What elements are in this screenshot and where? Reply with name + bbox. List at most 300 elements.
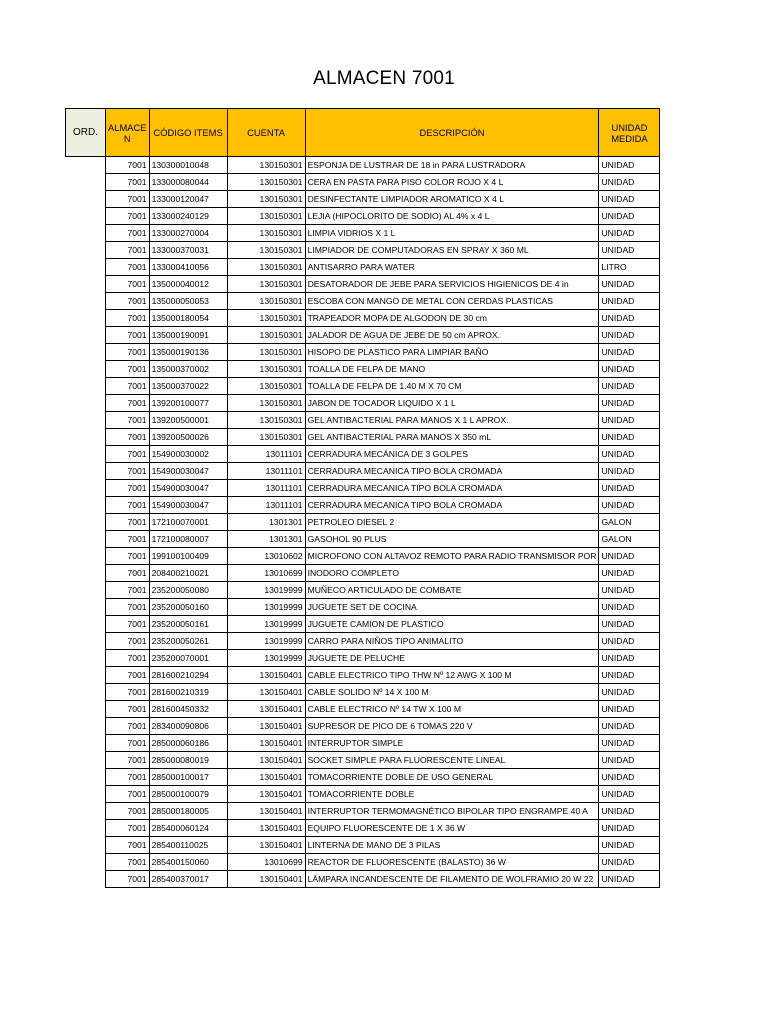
cell-almacen: 7001	[106, 310, 150, 327]
table-row	[66, 497, 660, 514]
cell-cuenta: 130150401	[227, 667, 305, 684]
header-unidad-label: UNIDAD MEDIDA	[611, 121, 648, 144]
cell-cuenta: 130150301	[227, 429, 305, 446]
cell-descripcion: DESATORADOR DE JEBE PARA SERVICIOS HIGIENICOS DE 4 in	[305, 276, 599, 293]
cell-codigo: 285000100079	[149, 786, 227, 803]
cell-unidad: UNIDAD	[599, 225, 660, 242]
table-row	[66, 650, 660, 667]
cell-cuenta: 13011101	[227, 480, 305, 497]
cell-ord	[66, 633, 106, 650]
cell-codigo: 130300010048	[149, 157, 227, 174]
cell-ord	[66, 310, 106, 327]
cell-almacen: 7001	[106, 344, 150, 361]
inventory-table	[65, 108, 660, 888]
cell-descripcion: LIMPIADOR DE COMPUTADORAS EN SPRAY X 360 ML	[305, 242, 599, 259]
header-ord: ORD.	[66, 109, 106, 157]
cell-almacen: 7001	[106, 616, 150, 633]
cell-ord	[66, 463, 106, 480]
cell-codigo: 135000190091	[149, 327, 227, 344]
table-row	[66, 208, 660, 225]
cell-ord	[66, 446, 106, 463]
cell-unidad: UNIDAD	[599, 548, 660, 565]
cell-ord	[66, 259, 106, 276]
table-row	[66, 276, 660, 293]
cell-unidad: UNIDAD	[599, 463, 660, 480]
cell-ord	[66, 667, 106, 684]
header-descripcion: DESCRIPCIÓN	[305, 109, 599, 157]
cell-unidad: UNIDAD	[599, 820, 660, 837]
table-row	[66, 174, 660, 191]
cell-descripcion: TOMACORRIENTE DOBLE DE USO GENERAL	[305, 769, 599, 786]
cell-cuenta: 1301301	[227, 514, 305, 531]
cell-descripcion: CERRADURA MECANICA TIPO BOLA CROMADA	[305, 497, 599, 514]
cell-unidad: UNIDAD	[599, 395, 660, 412]
table-row	[66, 837, 660, 854]
cell-cuenta: 130150301	[227, 191, 305, 208]
cell-almacen: 7001	[106, 650, 150, 667]
cell-cuenta: 130150401	[227, 718, 305, 735]
cell-ord	[66, 718, 106, 735]
cell-codigo: 281600210294	[149, 667, 227, 684]
cell-unidad: UNIDAD	[599, 378, 660, 395]
cell-unidad: UNIDAD	[599, 769, 660, 786]
cell-unidad: UNIDAD	[599, 327, 660, 344]
cell-unidad: UNIDAD	[599, 412, 660, 429]
cell-descripcion: CERRADURA MECÁNICA DE 3 GOLPES	[305, 446, 599, 463]
cell-almacen: 7001	[106, 548, 150, 565]
cell-almacen: 7001	[106, 276, 150, 293]
cell-ord	[66, 565, 106, 582]
cell-descripcion: TOALLA DE FELPA DE 1.40 M X 70 CM	[305, 378, 599, 395]
cell-unidad: UNIDAD	[599, 650, 660, 667]
cell-codigo: 133000370031	[149, 242, 227, 259]
cell-descripcion: JABON DE TOCADOR LIQUIDO X 1 L	[305, 395, 599, 412]
cell-codigo: 154900030047	[149, 463, 227, 480]
cell-codigo: 281600450332	[149, 701, 227, 718]
header-almacen-label: ALMACE N	[108, 121, 147, 144]
cell-almacen: 7001	[106, 242, 150, 259]
cell-descripcion: CARRO PARA NIÑOS TIPO ANIMALITO	[305, 633, 599, 650]
cell-codigo: 285000100017	[149, 769, 227, 786]
cell-unidad: GALON	[599, 514, 660, 531]
cell-cuenta: 130150401	[227, 786, 305, 803]
cell-descripcion: JUGUETE SET DE COCINA	[305, 599, 599, 616]
cell-codigo: 139200100077	[149, 395, 227, 412]
table-row	[66, 582, 660, 599]
cell-ord	[66, 871, 106, 888]
cell-codigo: 285000080019	[149, 752, 227, 769]
cell-ord	[66, 684, 106, 701]
cell-ord	[66, 820, 106, 837]
table-row	[66, 599, 660, 616]
table-row	[66, 565, 660, 582]
cell-cuenta: 13019999	[227, 650, 305, 667]
cell-unidad: UNIDAD	[599, 718, 660, 735]
cell-cuenta: 13011101	[227, 446, 305, 463]
cell-codigo: 235200050080	[149, 582, 227, 599]
cell-almacen: 7001	[106, 174, 150, 191]
cell-almacen: 7001	[106, 633, 150, 650]
cell-codigo: 285000180005	[149, 803, 227, 820]
cell-ord	[66, 701, 106, 718]
table-row	[66, 242, 660, 259]
cell-ord	[66, 616, 106, 633]
cell-codigo: 281600210319	[149, 684, 227, 701]
cell-cuenta: 130150401	[227, 735, 305, 752]
cell-ord	[66, 497, 106, 514]
cell-cuenta: 130150301	[227, 293, 305, 310]
cell-cuenta: 130150301	[227, 310, 305, 327]
header-cuenta: CUENTA	[227, 109, 305, 157]
cell-descripcion: JUGUETE CAMION DE PLASTICO	[305, 616, 599, 633]
table-row	[66, 225, 660, 242]
table-row	[66, 327, 660, 344]
cell-unidad: UNIDAD	[599, 786, 660, 803]
cell-unidad: UNIDAD	[599, 276, 660, 293]
cell-descripcion: GEL ANTIBACTERIAL PARA MANOS X 350 mL	[305, 429, 599, 446]
cell-unidad: UNIDAD	[599, 344, 660, 361]
cell-unidad: UNIDAD	[599, 310, 660, 327]
cell-almacen: 7001	[106, 514, 150, 531]
cell-cuenta: 130150301	[227, 412, 305, 429]
cell-almacen: 7001	[106, 752, 150, 769]
cell-cuenta: 13010602	[227, 548, 305, 565]
cell-descripcion: GEL ANTIBACTERIAL PARA MANOS X 1 L APROX.	[305, 412, 599, 429]
table-row	[66, 378, 660, 395]
cell-ord	[66, 395, 106, 412]
cell-ord	[66, 344, 106, 361]
cell-cuenta: 130150401	[227, 701, 305, 718]
table-row	[66, 157, 660, 174]
cell-ord	[66, 276, 106, 293]
cell-cuenta: 130150301	[227, 242, 305, 259]
cell-almacen: 7001	[106, 259, 150, 276]
cell-unidad: UNIDAD	[599, 871, 660, 888]
cell-almacen: 7001	[106, 701, 150, 718]
cell-codigo: 135000040012	[149, 276, 227, 293]
cell-almacen: 7001	[106, 429, 150, 446]
cell-almacen: 7001	[106, 497, 150, 514]
cell-descripcion: CERRADURA MECANICA TIPO BOLA CROMADA	[305, 480, 599, 497]
cell-almacen: 7001	[106, 412, 150, 429]
cell-cuenta: 130150301	[227, 344, 305, 361]
cell-descripcion: ESCOBA CON MANGO DE METAL CON CERDAS PLASTICAS	[305, 293, 599, 310]
header-almacen	[106, 109, 150, 157]
cell-ord	[66, 208, 106, 225]
cell-almacen: 7001	[106, 837, 150, 854]
table-row	[66, 361, 660, 378]
cell-almacen: 7001	[106, 582, 150, 599]
cell-almacen: 7001	[106, 854, 150, 871]
cell-cuenta: 130150301	[227, 225, 305, 242]
cell-codigo: 235200050160	[149, 599, 227, 616]
cell-codigo: 235200070001	[149, 650, 227, 667]
table-row	[66, 684, 660, 701]
cell-cuenta: 130150301	[227, 395, 305, 412]
cell-ord	[66, 599, 106, 616]
cell-codigo: 135000050053	[149, 293, 227, 310]
header-codigo: CÓDIGO ITEMS	[149, 109, 227, 157]
cell-unidad: UNIDAD	[599, 735, 660, 752]
cell-descripcion: INTERRUPTOR TERMOMAGNÉTICO BIPOLAR TIPO ENGRAMPE 40 A	[305, 803, 599, 820]
cell-cuenta: 130150401	[227, 837, 305, 854]
cell-codigo: 208400210021	[149, 565, 227, 582]
cell-almacen: 7001	[106, 871, 150, 888]
table-row	[66, 616, 660, 633]
cell-descripcion: ANTISARRO PARA WATER	[305, 259, 599, 276]
cell-descripcion: LINTERNA DE MANO DE 3 PILAS	[305, 837, 599, 854]
cell-almacen: 7001	[106, 395, 150, 412]
cell-unidad: UNIDAD	[599, 752, 660, 769]
table-row	[66, 667, 660, 684]
cell-cuenta: 13011101	[227, 463, 305, 480]
page-title: ALMACEN 7001	[313, 68, 455, 89]
cell-almacen: 7001	[106, 225, 150, 242]
cell-unidad: UNIDAD	[599, 191, 660, 208]
cell-ord	[66, 327, 106, 344]
cell-almacen: 7001	[106, 718, 150, 735]
cell-ord	[66, 752, 106, 769]
cell-ord	[66, 769, 106, 786]
table-row	[66, 735, 660, 752]
cell-unidad: UNIDAD	[599, 242, 660, 259]
cell-almacen: 7001	[106, 599, 150, 616]
cell-cuenta: 130150401	[227, 752, 305, 769]
cell-descripcion: HISOPO DE PLASTICO PARA LIMPIAR BAÑO	[305, 344, 599, 361]
cell-codigo: 133000120047	[149, 191, 227, 208]
table-row	[66, 429, 660, 446]
table-row	[66, 395, 660, 412]
cell-cuenta: 130150401	[227, 803, 305, 820]
table-row	[66, 293, 660, 310]
cell-codigo: 139200500001	[149, 412, 227, 429]
cell-descripcion: TRAPEADOR MOPA DE ALGODON DE 30 cm	[305, 310, 599, 327]
cell-almacen: 7001	[106, 157, 150, 174]
cell-ord	[66, 191, 106, 208]
cell-descripcion: CABLE ELECTRICO TIPO THW Nº 12 AWG X 100 M	[305, 667, 599, 684]
cell-descripcion: EQUIPO FLUORESCENTE DE 1 X 36 W	[305, 820, 599, 837]
cell-unidad: UNIDAD	[599, 701, 660, 718]
cell-descripcion: MUÑECO ARTICULADO DE COMBATE	[305, 582, 599, 599]
table-row	[66, 480, 660, 497]
cell-codigo: 133000080044	[149, 174, 227, 191]
table-row	[66, 701, 660, 718]
cell-unidad: GALON	[599, 531, 660, 548]
table-row	[66, 191, 660, 208]
cell-descripcion: TOMACORRIENTE DOBLE	[305, 786, 599, 803]
cell-unidad: UNIDAD	[599, 157, 660, 174]
cell-almacen: 7001	[106, 531, 150, 548]
cell-descripcion: PETROLEO DIESEL 2	[305, 514, 599, 531]
cell-codigo: 135000190136	[149, 344, 227, 361]
cell-codigo: 235200050161	[149, 616, 227, 633]
cell-cuenta: 130150401	[227, 820, 305, 837]
cell-ord	[66, 412, 106, 429]
cell-descripcion: LÁMPARA INCANDESCENTE DE FILAMENTO DE WOLFRAMIO 20 W 22	[305, 871, 599, 888]
cell-codigo: 135000370022	[149, 378, 227, 395]
cell-cuenta: 13011101	[227, 497, 305, 514]
cell-cuenta: 130150301	[227, 259, 305, 276]
cell-ord	[66, 650, 106, 667]
cell-almacen: 7001	[106, 327, 150, 344]
cell-descripcion: CERA EN PASTA PARA PISO COLOR ROJO X 4 L	[305, 174, 599, 191]
cell-ord	[66, 225, 106, 242]
cell-cuenta: 130150301	[227, 361, 305, 378]
cell-ord	[66, 582, 106, 599]
cell-descripcion: SOCKET SIMPLE PARA FLUORESCENTE LINEAL	[305, 752, 599, 769]
cell-almacen: 7001	[106, 684, 150, 701]
cell-unidad: UNIDAD	[599, 446, 660, 463]
cell-descripcion: CABLE SOLIDO Nº 14 X 100 M	[305, 684, 599, 701]
cell-almacen: 7001	[106, 480, 150, 497]
cell-cuenta: 13019999	[227, 582, 305, 599]
cell-codigo: 154900030002	[149, 446, 227, 463]
cell-unidad: UNIDAD	[599, 599, 660, 616]
cell-unidad: UNIDAD	[599, 480, 660, 497]
cell-codigo: 172100080007	[149, 531, 227, 548]
cell-codigo: 285400060124	[149, 820, 227, 837]
cell-ord	[66, 378, 106, 395]
cell-descripcion: SUPRESOR DE PICO DE 6 TOMAS 220 V	[305, 718, 599, 735]
cell-ord	[66, 174, 106, 191]
table-row	[66, 803, 660, 820]
cell-unidad: UNIDAD	[599, 565, 660, 582]
cell-almacen: 7001	[106, 191, 150, 208]
cell-ord	[66, 242, 106, 259]
table-row	[66, 531, 660, 548]
table-row	[66, 446, 660, 463]
cell-cuenta: 130150301	[227, 157, 305, 174]
cell-unidad: UNIDAD	[599, 837, 660, 854]
table-row	[66, 344, 660, 361]
cell-ord	[66, 157, 106, 174]
cell-cuenta: 13019999	[227, 633, 305, 650]
cell-cuenta: 130150301	[227, 378, 305, 395]
cell-unidad: UNIDAD	[599, 174, 660, 191]
cell-unidad: UNIDAD	[599, 582, 660, 599]
cell-descripcion: REACTOR DE FLUORESCENTE (BALASTO) 36 W	[305, 854, 599, 871]
cell-almacen: 7001	[106, 735, 150, 752]
cell-ord	[66, 514, 106, 531]
cell-codigo: 135000180054	[149, 310, 227, 327]
cell-almacen: 7001	[106, 803, 150, 820]
cell-unidad: UNIDAD	[599, 667, 660, 684]
cell-descripcion: INODORO COMPLETO	[305, 565, 599, 582]
cell-unidad: UNIDAD	[599, 208, 660, 225]
table-row	[66, 871, 660, 888]
cell-descripcion: TOALLA DE FELPA DE MANO	[305, 361, 599, 378]
cell-cuenta: 13019999	[227, 599, 305, 616]
cell-unidad: UNIDAD	[599, 854, 660, 871]
cell-descripcion: LIMPIA VIDRIOS X 1 L	[305, 225, 599, 242]
cell-unidad: UNIDAD	[599, 497, 660, 514]
table-row	[66, 548, 660, 565]
cell-almacen: 7001	[106, 378, 150, 395]
cell-ord	[66, 293, 106, 310]
table-row	[66, 718, 660, 735]
cell-unidad: UNIDAD	[599, 684, 660, 701]
cell-codigo: 154900030047	[149, 497, 227, 514]
table-row	[66, 820, 660, 837]
cell-codigo: 285400150060	[149, 854, 227, 871]
cell-descripcion: MICROFONO CON ALTAVOZ REMOTO PARA RADIO TRANSMISOR POR	[305, 548, 599, 565]
cell-codigo: 285400110025	[149, 837, 227, 854]
cell-codigo: 135000370002	[149, 361, 227, 378]
table-row	[66, 786, 660, 803]
cell-cuenta: 13010699	[227, 854, 305, 871]
cell-cuenta: 130150301	[227, 327, 305, 344]
table-row	[66, 412, 660, 429]
table-row	[66, 854, 660, 871]
cell-ord	[66, 531, 106, 548]
cell-descripcion: JUGUETE DE PELUCHE	[305, 650, 599, 667]
cell-codigo: 133000410056	[149, 259, 227, 276]
table-body	[66, 157, 660, 888]
table-row	[66, 752, 660, 769]
cell-codigo: 235200050261	[149, 633, 227, 650]
cell-codigo: 283400090806	[149, 718, 227, 735]
cell-almacen: 7001	[106, 820, 150, 837]
cell-ord	[66, 480, 106, 497]
cell-almacen: 7001	[106, 667, 150, 684]
cell-codigo: 139200500026	[149, 429, 227, 446]
table-row	[66, 633, 660, 650]
cell-ord	[66, 854, 106, 871]
cell-ord	[66, 735, 106, 752]
cell-codigo: 133000240129	[149, 208, 227, 225]
cell-codigo: 199100100409	[149, 548, 227, 565]
cell-almacen: 7001	[106, 769, 150, 786]
cell-codigo: 285000060186	[149, 735, 227, 752]
cell-unidad: UNIDAD	[599, 429, 660, 446]
cell-cuenta: 130150301	[227, 276, 305, 293]
cell-descripcion: JALADOR DE AGUA DE JEBE DE 50 cm APROX.	[305, 327, 599, 344]
cell-cuenta: 130150401	[227, 769, 305, 786]
cell-almacen: 7001	[106, 565, 150, 582]
cell-cuenta: 130150301	[227, 208, 305, 225]
cell-ord	[66, 786, 106, 803]
cell-unidad: LITRO	[599, 259, 660, 276]
cell-descripcion: CABLE ELECTRICO Nº 14 TW X 100 M	[305, 701, 599, 718]
cell-almacen: 7001	[106, 446, 150, 463]
cell-descripcion: ESPONJA DE LUSTRAR DE 18 in PARA LUSTRADORA	[305, 157, 599, 174]
cell-descripcion: INTERRUPTOR SIMPLE	[305, 735, 599, 752]
cell-codigo: 172100070001	[149, 514, 227, 531]
cell-cuenta: 1301301	[227, 531, 305, 548]
cell-cuenta: 13019999	[227, 616, 305, 633]
cell-codigo: 285400370017	[149, 871, 227, 888]
cell-almacen: 7001	[106, 208, 150, 225]
cell-descripcion: LEJIA (HIPOCLORITO DE SODIO) AL 4% x 4 L	[305, 208, 599, 225]
cell-unidad: UNIDAD	[599, 361, 660, 378]
cell-cuenta: 13010699	[227, 565, 305, 582]
cell-ord	[66, 803, 106, 820]
cell-unidad: UNIDAD	[599, 293, 660, 310]
table-header-row	[66, 109, 660, 157]
cell-cuenta: 130150401	[227, 684, 305, 701]
table-row	[66, 259, 660, 276]
cell-almacen: 7001	[106, 361, 150, 378]
cell-unidad: UNIDAD	[599, 633, 660, 650]
cell-ord	[66, 837, 106, 854]
cell-cuenta: 130150301	[227, 174, 305, 191]
cell-ord	[66, 361, 106, 378]
cell-descripcion: CERRADURA MECANICA TIPO BOLA CROMADA	[305, 463, 599, 480]
cell-codigo: 154900030047	[149, 480, 227, 497]
cell-ord	[66, 429, 106, 446]
table-row	[66, 310, 660, 327]
table-row	[66, 769, 660, 786]
